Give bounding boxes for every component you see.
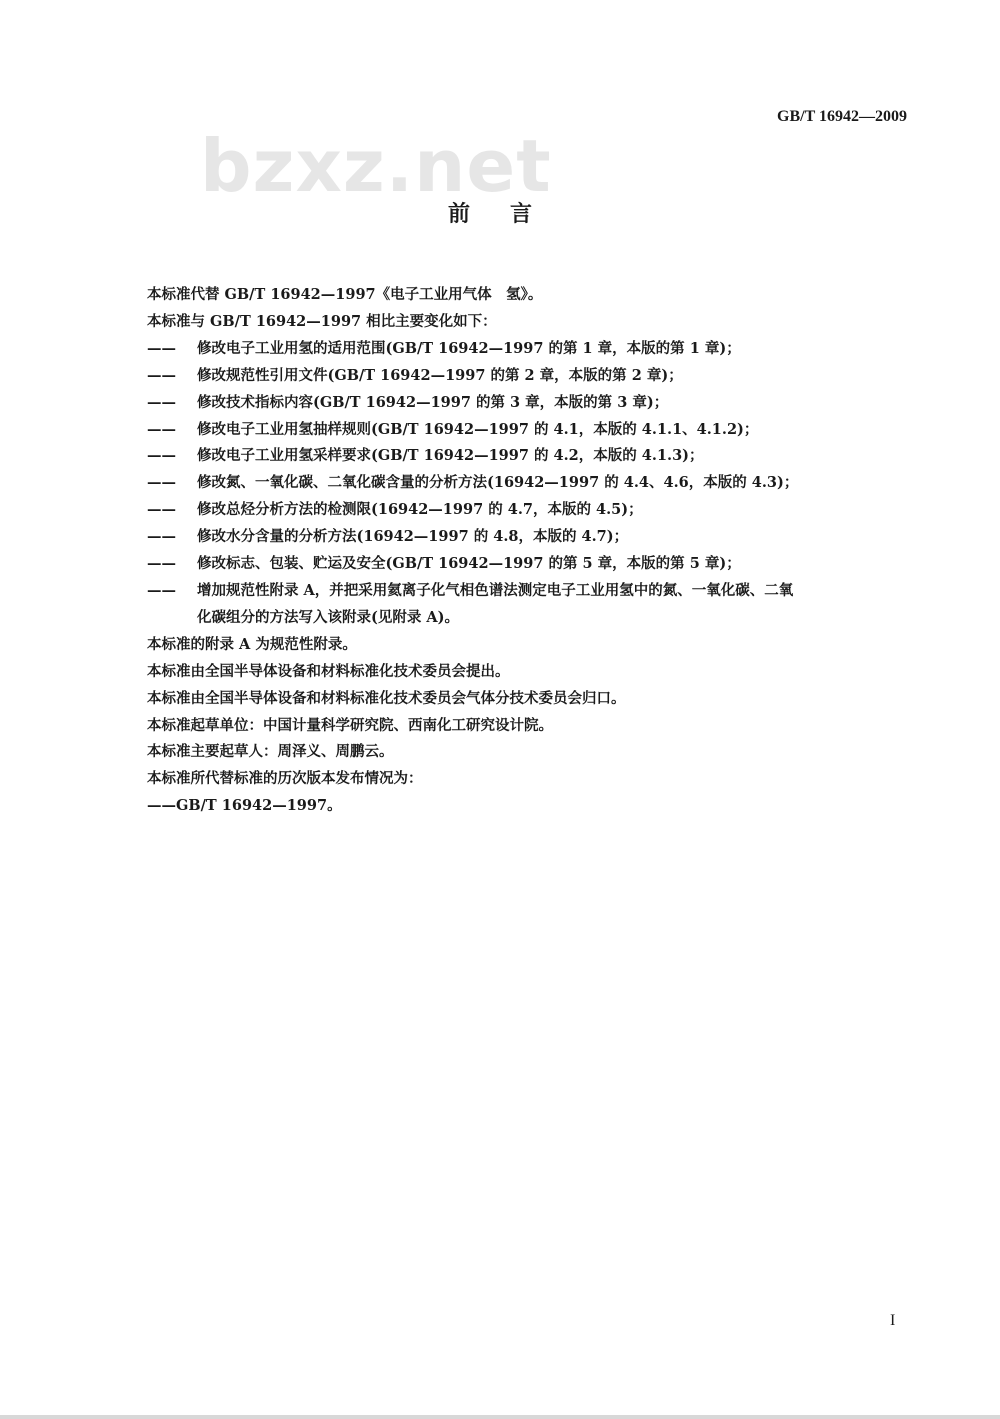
foreword-body [147, 282, 917, 820]
dash: —— [147, 339, 176, 357]
page-edge [0, 1415, 1000, 1419]
dash: —— [147, 393, 176, 411]
standard-number: GB/T 16942—2009 [777, 108, 907, 125]
dash: —— [147, 555, 176, 573]
list-item-text: 修改电子工业用氢抽样规则(GB/T 16942—1997 的 4.1，本版的 4.1.1、4.1.2)； [197, 420, 759, 438]
list-item [147, 363, 917, 390]
list-item-text: 修改水分含量的分析方法(16942—1997 的 4.8，本版的 4.7)； [197, 528, 629, 546]
dash: —— [147, 528, 176, 546]
paragraph: 本标准由全国半导体设备和材料标准化技术委员会提出。 [147, 662, 510, 680]
list-item [147, 524, 917, 551]
paragraph: 本标准代替 GB/T 16942—1997《电子工业用气体 氢》。 [147, 286, 543, 303]
list-item [147, 578, 917, 605]
list-item [147, 497, 917, 524]
dash: —— [147, 581, 176, 599]
list-item-text: 修改电子工业用氢的适用范围(GB/T 16942—1997 的第 1 章，本版的第 1 章)； [197, 339, 741, 357]
list-item-text: 修改氮、一氧化碳、二氧化碳含量的分析方法(16942—1997 的 4.4、4.6，本版的 4.3)； [197, 474, 799, 492]
list-item [147, 551, 917, 578]
list-item [147, 336, 917, 363]
paragraph: 本标准由全国半导体设备和材料标准化技术委员会气体分技术委员会归口。 [147, 689, 626, 707]
paragraph: 本标准起草单位：中国计量科学研究院、西南化工研究设计院。 [147, 716, 553, 734]
page-number: I [890, 1312, 896, 1329]
list-item-text: 修改技术指标内容(GB/T 16942—1997 的第 3 章，本版的第 3 章)； [197, 393, 669, 411]
list-item [147, 443, 917, 470]
dash: —— [147, 474, 176, 492]
list-item-text: 修改规范性引用文件(GB/T 16942—1997 的第 2 章，本版的第 2 章)； [197, 366, 683, 384]
list-item [147, 390, 917, 417]
page-title: 前言 [447, 202, 572, 227]
history-item: ——GB/T 16942—1997。 [147, 797, 342, 815]
dash: —— [147, 366, 176, 384]
paragraph: 本标准主要起草人：周泽义、周鹏云。 [147, 743, 394, 761]
paragraph: 本标准的附录 A 为规范性附录。 [147, 635, 357, 653]
list-item-text: 修改总烃分析方法的检测限(16942—1997 的 4.7，本版的 4.5)； [197, 501, 643, 519]
dash: —— [147, 501, 176, 519]
list-item-continuation: 化碳组分的方法写入该附录(见附录 A)。 [197, 608, 460, 626]
list-item [147, 470, 917, 497]
paragraph: 本标准与 GB/T 16942—1997 相比主要变化如下： [147, 312, 497, 330]
list-item-text: 修改标志、包装、贮运及安全(GB/T 16942—1997 的第 5 章，本版的第 5 章)； [197, 555, 741, 573]
list-item-text: 修改电子工业用氢采样要求(GB/T 16942—1997 的 4.2，本版的 4.1.3)； [197, 447, 704, 465]
dash: —— [147, 420, 176, 438]
list-item [147, 417, 917, 444]
dash: —— [147, 447, 176, 465]
watermark: bzxz.net [200, 124, 552, 208]
paragraph: 本标准所代替标准的历次版本发布情况为： [147, 770, 423, 788]
list-item-text: 增加规范性附录 A，并把采用氦离子化气相色谱法测定电子工业用氢中的氮、一氧化碳、二氧 [197, 581, 794, 599]
